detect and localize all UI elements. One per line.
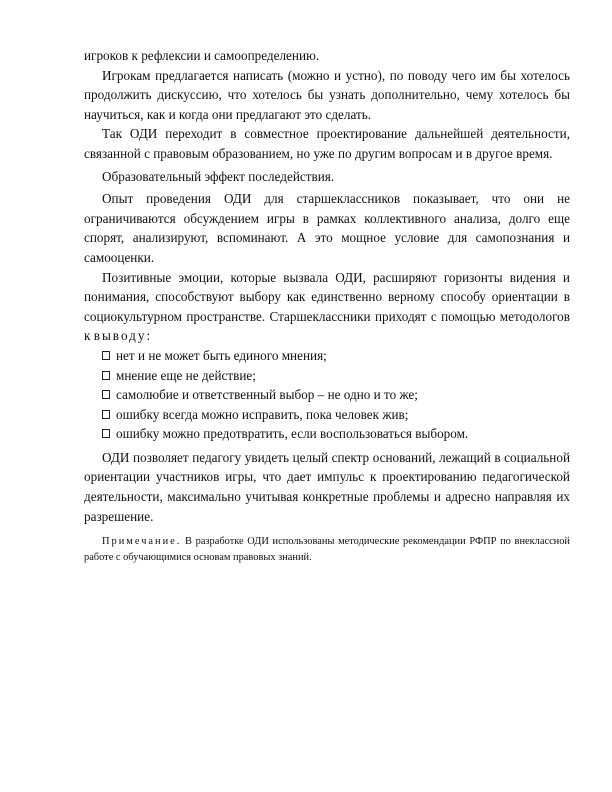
footnote	[84, 534, 570, 566]
footnote-label: Примечание.	[102, 536, 182, 548]
checkbox-bullet-icon	[102, 410, 110, 419]
section-heading: Образовательный эффект последействия.	[102, 168, 335, 184]
checkbox-bullet-icon	[102, 429, 110, 438]
emphasized-word: выводу	[93, 328, 147, 344]
checkbox-bullet-icon	[102, 390, 110, 399]
list-item-text: самолюбие и ответственный выбор – не одно и то же;	[116, 387, 418, 403]
list-item-text: ошибку всегда можно исправить, пока человек жив;	[116, 406, 409, 422]
list-item	[102, 385, 570, 405]
paragraph-continuation: игроков к рефлексии и самоопределению.	[84, 48, 320, 63]
list-item	[102, 405, 570, 425]
list-item-text: ошибку можно предотвратить, если воспользоваться выбором.	[116, 426, 469, 442]
conclusions-list	[84, 346, 570, 444]
list-item	[102, 366, 570, 386]
paragraph-experience: Опыт проведения ОДИ для старшеклассников показывает, что они не ограничиваются обсуждением игры в рамках коллективного анализа, долго еще спорят, анализируют, вспоминают. А это мощное условие для самопознания и самооценки.	[84, 191, 570, 265]
document-page	[84, 46, 570, 566]
footnote-text: В разработке ОДИ использованы методические рекомендации РФПР по внеклассной работе с обучающимися основам правовых знаний.	[84, 536, 570, 564]
paragraph-joint-design: Так ОДИ переходит в совместное проектирование дальнейшей деятельности, связанной с правовым образованием, но уже по другим вопросам и в другое время.	[84, 126, 570, 161]
list-item	[102, 424, 570, 444]
paragraph-conclusion: ОДИ позволяет педагогу увидеть целый спектр оснований, лежащий в социальной ориентации участников игры, что дает импульс к проектированию педагогической деятельности, максимально учитывая конкретные проблемы и адресно направляя их разрешение.	[84, 449, 570, 524]
checkbox-bullet-icon	[102, 351, 110, 360]
list-item-text: мнение еще не действие;	[116, 367, 256, 383]
paragraph-positive-emotions	[84, 268, 570, 346]
paragraph-colon: :	[146, 328, 151, 344]
checkbox-bullet-icon	[102, 371, 110, 380]
paragraph-positive-emotions-text: Позитивные эмоции, которые вызвала ОДИ, расширяют горизонты видения и понимания, способствуют выбору как единственно верному способу ориентации в социокультурном пространстве. Старшеклассники приходят с помощью методологов к	[84, 269, 570, 344]
list-item-text: нет и не может быть единого мнения;	[116, 347, 327, 363]
list-item	[102, 346, 570, 366]
paragraph-write-proposal: Игрокам предлагается написать (можно и устно), по поводу чего им бы хотелось продолжить дискуссию, что хотелось бы узнать дополнительно, чему хотелось бы научиться, как и когда они предлагают это сделать.	[84, 67, 570, 122]
